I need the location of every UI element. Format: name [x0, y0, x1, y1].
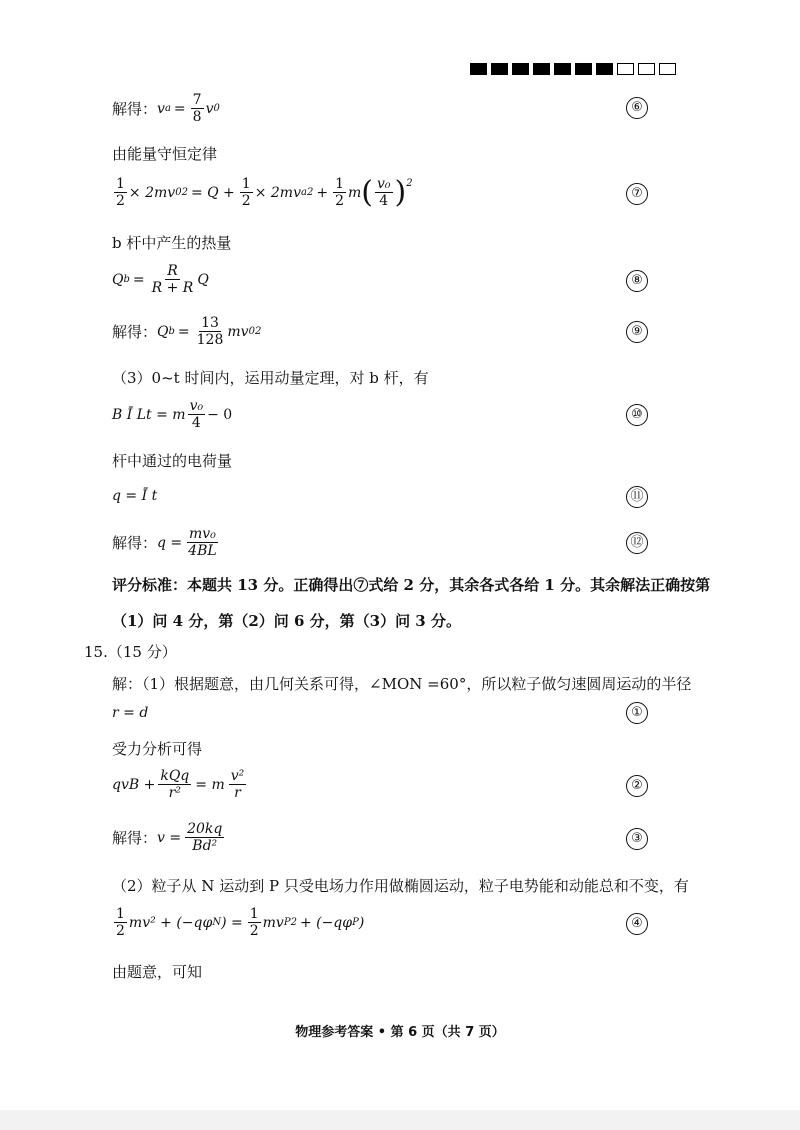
block-empty: [638, 63, 655, 75]
eq-sign: =: [132, 271, 145, 288]
eq-sub: a: [301, 187, 307, 199]
fraction: [248, 906, 261, 939]
denominator: 2: [335, 193, 344, 210]
q15-part2-text: （2）粒子从 N 运动到 P 只受电场力作用做椭圆运动，粒子电势能和动能总和不变，有: [112, 877, 689, 895]
q15-part1-text: 解：（1）根据题意，由几何关系可得，∠MON =60°，所以粒子做匀速圆周运动的半径: [112, 675, 692, 693]
grading-standard-line2: （1）问 4 分，第（2）问 6 分，第（3）问 3 分。: [112, 612, 461, 630]
block-filled: [533, 63, 550, 75]
equation-10: [112, 398, 232, 431]
numerator: 1: [241, 176, 251, 192]
eq-sup: 2: [254, 326, 262, 338]
eq-term: + (−qφ: [299, 914, 353, 931]
numerator: v₀: [377, 176, 391, 192]
text-by-problem: 由题意，可知: [112, 963, 203, 981]
eq-term: v =: [157, 829, 182, 846]
equation-marker: ⑦: [626, 183, 648, 205]
fraction: [240, 176, 253, 209]
text-charge-through-rod: 杆中通过的电荷量: [112, 452, 233, 470]
eq-term: Q: [112, 271, 124, 288]
numerator: 1: [116, 906, 125, 922]
fraction: [333, 176, 346, 209]
eq-sub: N: [212, 917, 222, 929]
label-solve: 解得：: [112, 100, 158, 119]
denominator: 4: [379, 193, 389, 210]
denominator: 4: [191, 415, 201, 432]
fraction: [185, 821, 224, 854]
eq-sign: =: [177, 323, 190, 340]
block-filled: [554, 63, 571, 75]
eq-term: mv: [227, 323, 249, 340]
eq-term: × 2mv: [254, 184, 301, 201]
eq-sub: a: [164, 103, 171, 115]
eq-term: q =: [157, 534, 183, 551]
page-footer: 物理参考答案 • 第 6 页（共 7 页）: [295, 1025, 505, 1040]
label-solve: 解得：: [112, 323, 158, 342]
fraction: [195, 315, 226, 348]
bottom-strip: [0, 1110, 800, 1130]
equation-15-3: [112, 821, 226, 854]
fraction: [229, 768, 247, 801]
progress-blocks: [470, 63, 676, 75]
denominator: 4BL: [188, 543, 217, 560]
numerator: R: [167, 263, 178, 279]
denominator: 2: [116, 193, 125, 210]
block-filled: [596, 63, 613, 75]
grading-standard-line1: 评分标准：本题共 13 分。正确得出⑦式给 2 分，其余各式各给 1 分。其余解法正确按第: [112, 576, 711, 594]
eq-term: v: [205, 100, 214, 117]
eq-term: Q: [197, 271, 209, 288]
block-filled: [491, 63, 508, 75]
eq-term: × 2mv: [128, 184, 176, 201]
paren-left: (: [361, 174, 373, 210]
eq-term: m: [348, 184, 362, 201]
numerator: 20kq: [187, 821, 223, 837]
equation-marker: ③: [626, 828, 648, 850]
eq-term: ) =: [221, 914, 243, 931]
denominator: 2: [249, 923, 259, 940]
equation-marker: ①: [626, 702, 648, 724]
question-15-heading: 15.（15 分）: [84, 643, 177, 661]
eq-sub: P: [283, 917, 291, 929]
numerator: v²: [230, 768, 245, 784]
text-heat-in-b: b 杆中产生的热量: [112, 234, 232, 252]
fraction: [188, 398, 206, 431]
equation-15-1: [112, 705, 148, 721]
text-part3-momentum: （3）0~t 时间内，运用动量定理，对 b 杆，有: [112, 369, 429, 387]
fraction: [114, 906, 127, 939]
eq-sub: P: [352, 917, 359, 929]
equation-9: [112, 315, 261, 348]
eq-term: mv² + (−qφ: [128, 914, 213, 931]
eq-term: qvB +: [112, 776, 156, 793]
paren-right: ): [394, 174, 407, 210]
eq-term: r = d: [112, 705, 149, 721]
denominator: 128: [196, 332, 224, 349]
eq-term: − 0: [207, 406, 233, 423]
denominator: 2: [116, 923, 125, 940]
eq-sup: 2: [181, 187, 188, 199]
block-empty: [617, 63, 634, 75]
fraction: [191, 92, 204, 125]
block-filled: [470, 63, 487, 75]
equation-marker: ⑪: [626, 486, 648, 508]
fraction: [186, 526, 219, 559]
label-solve: 解得：: [112, 829, 158, 848]
equation-11: [112, 488, 157, 504]
equation-7: [112, 176, 413, 209]
eq-sign: +: [316, 184, 329, 201]
eq-sup: 2: [306, 187, 314, 199]
equation-15-2: [112, 768, 248, 801]
block-filled: [512, 63, 529, 75]
eq-term: B Ī Lt = m: [112, 406, 186, 423]
equation-marker: ②: [626, 775, 648, 797]
eq-term: v: [157, 100, 165, 117]
equation-15-4: [112, 906, 364, 939]
numerator: kQq: [160, 768, 190, 784]
equation-marker: ⑥: [626, 97, 648, 119]
denominator: 2: [241, 193, 251, 210]
eq-sub: 0: [248, 326, 255, 338]
numerator: 1: [335, 176, 344, 192]
fraction: [114, 176, 127, 209]
numerator: mv₀: [189, 526, 216, 542]
equation-marker: ⑩: [626, 404, 648, 426]
equation-marker: ⑧: [626, 270, 648, 292]
denominator: Bd²: [192, 838, 218, 855]
eq-sup: 2: [290, 917, 297, 929]
numerator: 1: [249, 906, 259, 922]
eq-sup: 2: [406, 178, 413, 189]
numerator: v₀: [189, 398, 204, 414]
fraction: [375, 176, 393, 209]
numerator: 1: [116, 176, 125, 192]
equation-marker: ⑨: [626, 321, 648, 343]
equation-6: [112, 92, 220, 125]
eq-sub: b: [168, 326, 175, 338]
label-solve: 解得：: [112, 534, 158, 553]
eq-term: mv: [262, 914, 284, 931]
denominator: 8: [192, 109, 202, 126]
eq-sign: =: [173, 100, 186, 117]
eq-sub: 0: [175, 187, 182, 199]
equation-marker: ④: [626, 913, 648, 935]
eq-sub: 0: [213, 103, 220, 115]
denominator: r²: [168, 785, 181, 802]
numerator: 7: [192, 92, 202, 108]
eq-sub: b: [123, 274, 130, 286]
eq-term: = Q +: [190, 184, 235, 201]
equation-12: [112, 526, 221, 559]
eq-term: Q: [157, 323, 169, 340]
eq-term: ): [358, 914, 365, 931]
block-filled: [575, 63, 592, 75]
denominator: r: [234, 785, 241, 802]
equation-marker: ⑫: [626, 532, 648, 554]
block-empty: [659, 63, 676, 75]
equation-8: [112, 263, 209, 296]
denominator: R + R: [151, 280, 194, 297]
eq-term: = m: [195, 776, 225, 793]
text-energy-conservation: 由能量守恒定律: [112, 145, 218, 163]
fraction: [158, 768, 191, 801]
numerator: 13: [201, 315, 219, 331]
eq-term: q = Ī t: [112, 488, 158, 504]
text-force-analysis: 受力分析可得: [112, 740, 203, 758]
fraction: [150, 263, 196, 296]
